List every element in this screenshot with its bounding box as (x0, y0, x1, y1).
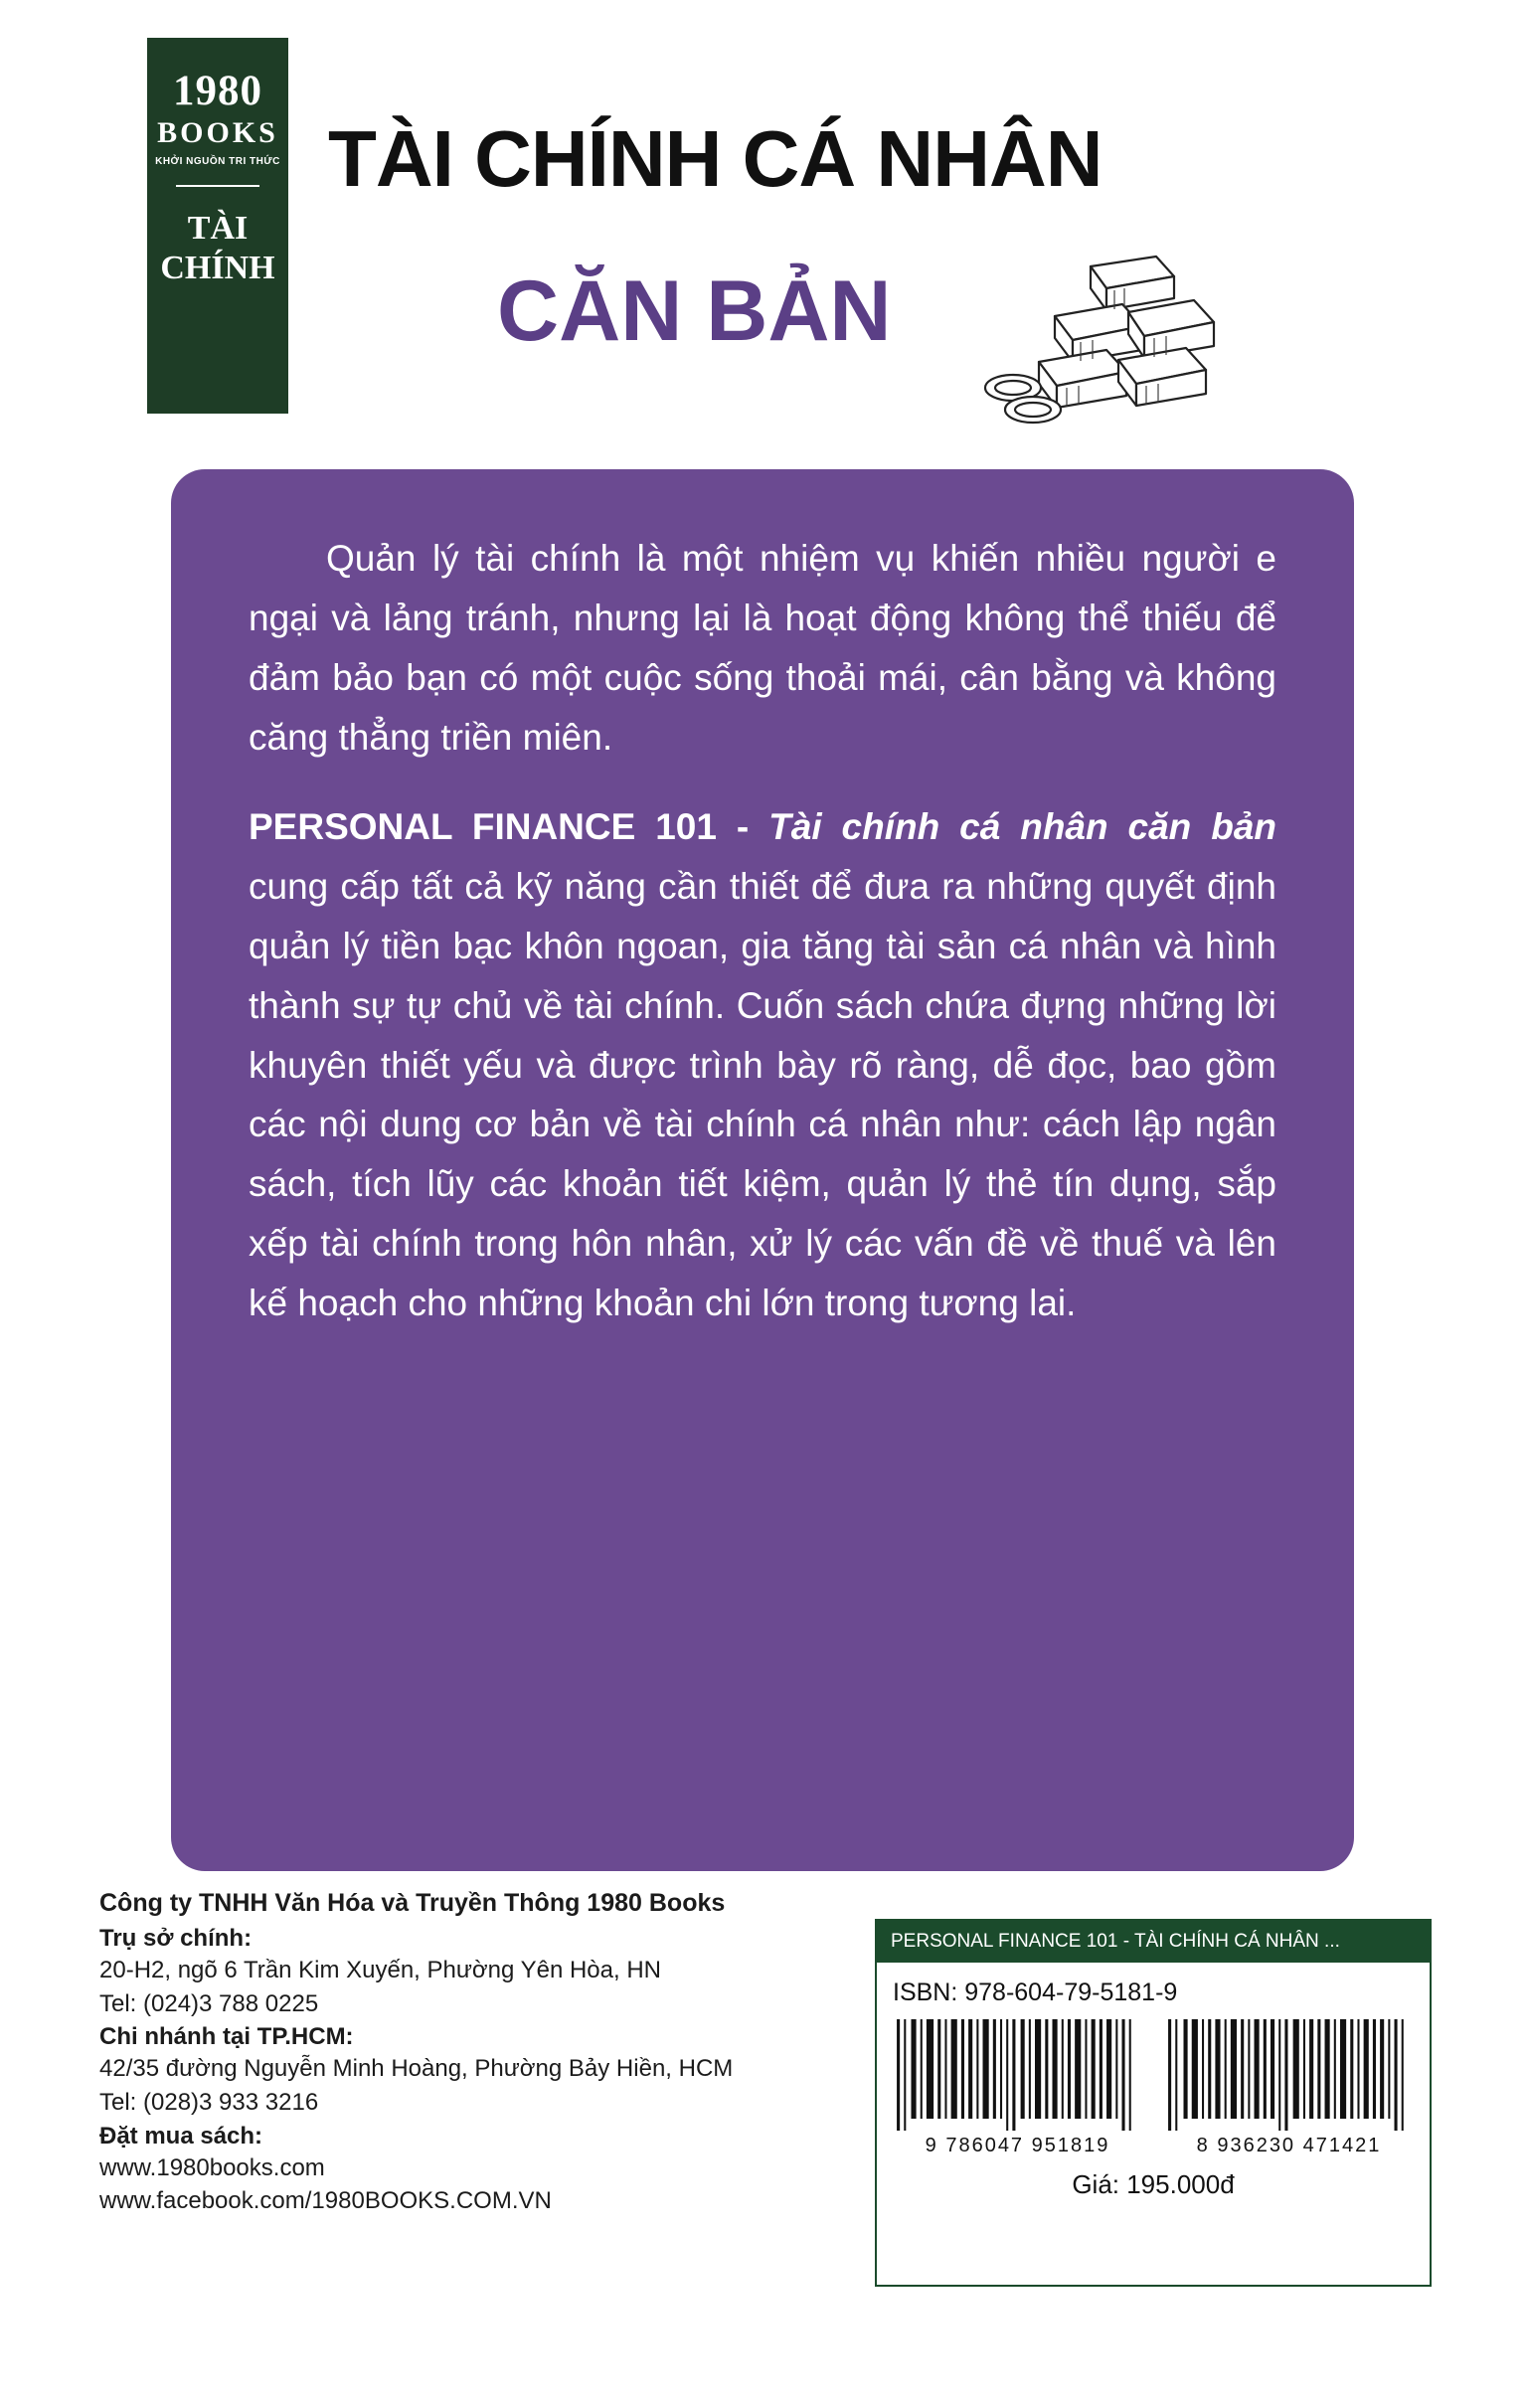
book-title-sub: CĂN BẢN (497, 263, 892, 359)
publisher-order-label: Đặt mua sách: (99, 2122, 263, 2150)
gold-bars-and-coins-icon (979, 239, 1258, 428)
publisher-head-office-tel: Tel: (024)3 788 0225 (99, 1989, 319, 2017)
imprint-divider (176, 185, 259, 187)
barcode-right-digits: 8 936230 471421 (1196, 2135, 1382, 2156)
imprint-tagline: KHỞI NGUỒN TRI THỨC (155, 156, 280, 167)
publisher-company: Công ty TNHH Văn Hóa và Truyền Thông 1980 Books (99, 1889, 726, 1917)
barcode-panel-title: PERSONAL FINANCE 101 - TÀI CHÍNH CÁ NHÂN ... (877, 1921, 1430, 1963)
imprint-badge (147, 38, 288, 414)
publisher-head-office-address: 20-H2, ngõ 6 Trần Kim Xuyến, Phường Yên Hòa, HN (99, 1957, 661, 1983)
book-title-main: TÀI CHÍNH CÁ NHÂN (328, 114, 1103, 203)
publisher-facebook[interactable]: www.facebook.com/1980BOOKS.COM.VN (99, 2187, 552, 2215)
blurb-panel (171, 469, 1354, 1871)
isbn-text: ISBN: 978-604-79-5181-9 (893, 1978, 1178, 2006)
barcode-left-icon (895, 2019, 1140, 2131)
imprint-category-line2: CHÍNH (160, 250, 275, 287)
publisher-branch-label: Chi nhánh tại TP.HCM: (99, 2023, 354, 2051)
price-text: Giá: 195.000đ (1072, 2169, 1235, 2199)
blurb-book-label: PERSONAL FINANCE 101 - (249, 805, 769, 847)
blurb-paragraph-2-rest: cung cấp tất cả kỹ năng cần thiết để đưa ra những quyết định quản lý tiền bạc khôn ngoan, gia tăng tài sản cá nhân và hình thành sự tự chủ về tài chính. Cuốn sách chứa đựng những lời khuyên thiết yếu và được trình bày rõ ràng, dễ đọc, bao gồm các nội dung cơ bản về tài chính cá nhân như: cách lập ngân sách, tích lũy các khoản tiết kiệm, quản lý thẻ tín dụng, sắp xếp tài chính trong hôn nhân, xử lý các vấn đề về thuế và lên kế hoạch cho những khoản chi lớn trong tương lai. (249, 865, 1276, 1324)
barcode-right (1166, 2019, 1412, 2157)
blurb-book-title-italic: Tài chính cá nhân căn bản (768, 805, 1276, 847)
blurb-paragraph-2 (249, 797, 1276, 1333)
barcode-row (877, 2007, 1430, 2157)
publisher-head-office-label: Trụ sở chính: (99, 1925, 253, 1952)
imprint-logo-books: BOOKS (157, 116, 278, 149)
publisher-info (99, 1889, 855, 2307)
imprint-logo-number: 1980 (173, 68, 262, 114)
cover-header (0, 0, 1527, 457)
barcode-left (895, 2019, 1140, 2157)
blurb-paragraph-1: Quản lý tài chính là một nhiệm vụ khiến nhiều người e ngại và lảng tránh, nhưng lại là hoạt động không thể thiếu để đảm bảo bạn có một cuộc sống thoải mái, cân bằng và không căng thẳng triền miên. (249, 538, 1276, 758)
publisher-branch-tel: Tel: (028)3 933 3216 (99, 2089, 319, 2117)
barcode-left-digits: 9 786047 951819 (925, 2135, 1110, 2156)
imprint-category-line1: TÀI (187, 210, 249, 247)
barcode-panel (875, 1919, 1432, 2287)
publisher-website[interactable]: www.1980books.com (99, 2153, 325, 2181)
barcode-right-icon (1166, 2019, 1412, 2131)
publisher-branch-address: 42/35 đường Nguyễn Minh Hoàng, Phường Bảy Hiền, HCM (99, 2055, 734, 2083)
